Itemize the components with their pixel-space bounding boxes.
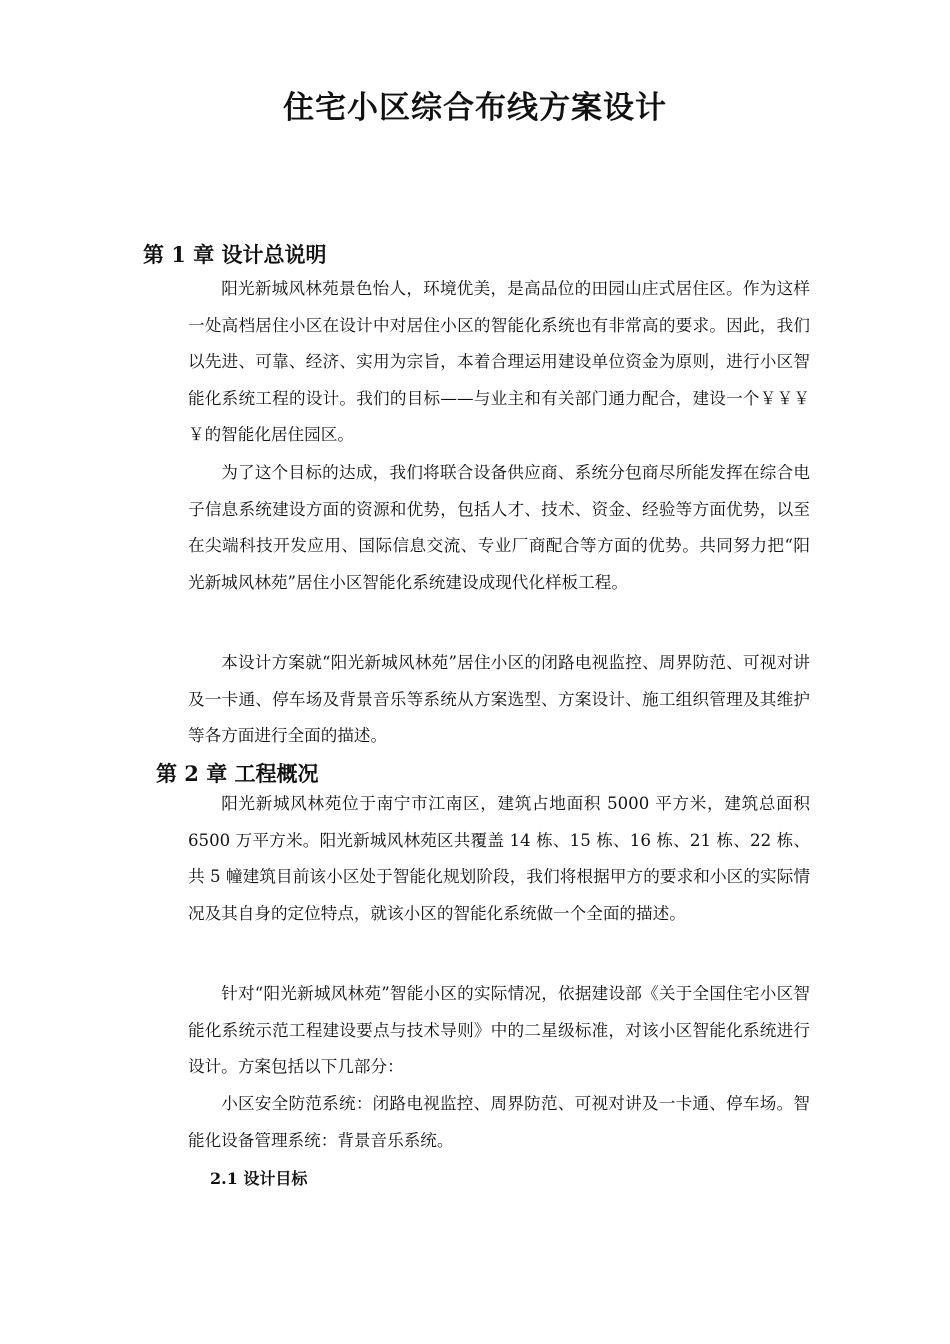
chapter-2-heading: 第 2 章 工程概况 xyxy=(156,761,319,786)
chapter-2-paragraph-3: 小区安全防范系统：闭路电视监控、周界防范、可视对讲及一卡通、停车场。智能化设备管理系统：背景音乐系统。 xyxy=(188,1094,810,1150)
chapter-1-paragraph-1: 阳光新城风林苑景色怡人，环境优美，是高品位的田园山庄式居住区。作为这样一处高档居住小区在设计中对居住小区的智能化系统也有非常高的要求。因此，我们以先进、可靠、经济、实用为宗旨，本着合理运用建设单位资金为原则，进行小区智能化系统工程的设计。我们的目标——与业主和有关部门通力配合，建设一个￥￥￥￥的智能化居住园区。 xyxy=(188,279,810,444)
chapter-1-paragraph-3: 本设计方案就“阳光新城风林苑”居住小区的闭路电视监控、周界防范、可视对讲及一卡通、停车场及背景音乐等系统从方案选型、方案设计、施工组织管理及其维护等各方面进行全面的描述。 xyxy=(188,653,810,745)
chapter-2-paragraph-1: 阳光新城风林苑位于南宁市江南区，建筑占地面积 5000 平方米，建筑总面积 6500 万平方米。阳光新城风林苑区共覆盖 14 栋、15 栋、16 栋、21 栋、22 栋、共 5 幢建筑目前该小区处于智能化规划阶段，我们将根据甲方的要求和小区的实际情况及其自身的定位特点，就该小区的智能化系统做一个全面的描述。 xyxy=(188,794,810,923)
section-2-1-heading: 2.1 设计目标 xyxy=(210,1169,308,1188)
chapter-1-heading: 第 1 章 设计总说明 xyxy=(143,242,327,267)
chapter-2-paragraph-2: 针对“阳光新城风林苑”智能小区的实际情况，依据建设部《关于全国住宅小区智能化系统示范工程建设要点与技术导则》中的二星级标准，对该小区智能化系统进行设计。方案包括以下几部分： xyxy=(188,984,810,1076)
document-title: 住宅小区综合布线方案设计 xyxy=(283,90,667,126)
chapter-1-paragraph-2: 为了这个目标的达成，我们将联合设备供应商、系统分包商尽所能发挥在综合电子信息系统建设方面的资源和优势，包括人才、技术、资金、经验等方面优势，以至在尖端科技开发应用、国际信息交流、专业厂商配合等方面的优势。共同努力把“阳光新城风林苑”居住小区智能化系统建设成现代化样板工程。 xyxy=(188,463,810,592)
